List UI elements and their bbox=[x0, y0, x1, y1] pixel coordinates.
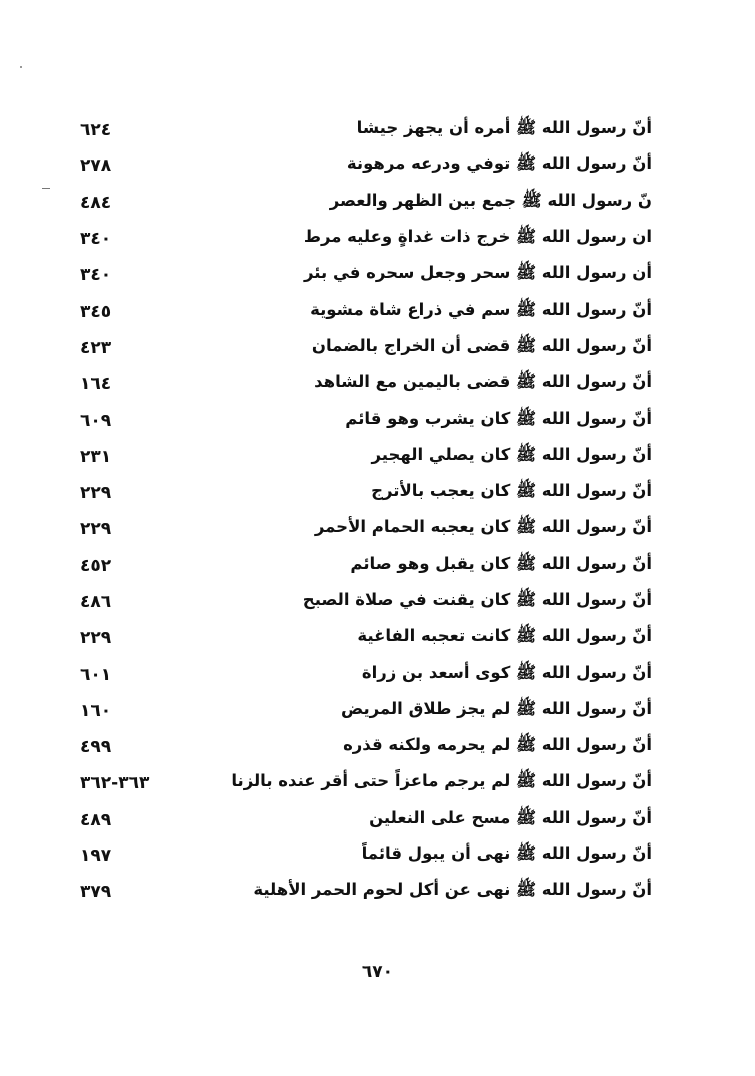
entry-page-ref: ٦٢٤ bbox=[80, 120, 112, 141]
entry-page-ref: ٤٢٣ bbox=[80, 337, 112, 358]
entry-page-ref: ٢٣١ bbox=[80, 446, 112, 467]
index-entry bbox=[80, 584, 652, 620]
index-entry bbox=[80, 293, 652, 329]
index-entry bbox=[80, 185, 652, 221]
scan-speck bbox=[20, 66, 22, 68]
index-entry bbox=[80, 802, 652, 838]
entry-page-ref: ٢٢٩ bbox=[80, 483, 112, 504]
entry-page-ref: ٣٧٩ bbox=[80, 882, 112, 903]
index-entry bbox=[80, 620, 652, 656]
entry-hadith-text: أنّ رسول الله ﷺ لم يرجم ماعزاً حتى أقر عنده بالزنا bbox=[231, 771, 652, 791]
entry-hadith-text: أنّ رسول الله ﷺ كان يعجبه الحمام الأحمر bbox=[314, 517, 652, 537]
hadith-index-list bbox=[80, 112, 652, 911]
entry-page-ref: ٢٢٩ bbox=[80, 628, 112, 649]
index-entry bbox=[80, 656, 652, 692]
entry-hadith-text: أن رسول الله ﷺ سحر وجعل سحره في بئر bbox=[304, 263, 652, 283]
index-entry bbox=[80, 838, 652, 874]
index-entry bbox=[80, 511, 652, 547]
index-entry bbox=[80, 112, 652, 148]
entry-hadith-text: أنّ رسول الله ﷺ قضى باليمين مع الشاهد bbox=[314, 372, 652, 392]
index-entry bbox=[80, 366, 652, 402]
entry-hadith-text: أنّ رسول الله ﷺ كان يعجب بالأترج bbox=[371, 481, 652, 501]
entry-hadith-text: أنّ رسول الله ﷺ كان يقبل وهو صائم bbox=[350, 553, 652, 573]
entry-hadith-text: أنّ رسول الله ﷺ كوى أسعد بن زراة bbox=[361, 662, 652, 682]
index-entry bbox=[80, 148, 652, 184]
index-entry bbox=[80, 402, 652, 438]
entry-page-ref: ٤٩٩ bbox=[80, 737, 112, 758]
entry-page-ref: ١٦٠ bbox=[80, 700, 112, 721]
entry-hadith-text: أنّ رسول الله ﷺ كانت تعجبه الفاغية bbox=[357, 626, 652, 646]
index-entry bbox=[80, 765, 652, 801]
entry-hadith-text: أنّ رسول الله ﷺ أمره أن يجهز جيشا bbox=[356, 118, 652, 138]
entry-hadith-text: أنّ رسول الله ﷺ مسح على النعلين bbox=[369, 807, 652, 827]
scan-mark bbox=[42, 188, 50, 189]
entry-hadith-text: أنّ رسول الله ﷺ كان يقنت في صلاة الصبح bbox=[302, 590, 652, 609]
entry-page-ref: ٤٨٤ bbox=[80, 192, 112, 213]
entry-page-ref: ٢٧٨ bbox=[80, 156, 112, 177]
entry-page-ref: ٦٠١ bbox=[80, 664, 112, 685]
index-entry bbox=[80, 439, 652, 475]
entry-hadith-text: أنّ رسول الله ﷺ نهى عن أكل لحوم الحمر الأهلية bbox=[253, 880, 652, 900]
entry-hadith-text: أنّ رسول الله ﷺ نهى أن يبول قائماً bbox=[361, 844, 652, 864]
page-number: ٦٧٠ bbox=[361, 962, 394, 982]
index-entry bbox=[80, 548, 652, 584]
entry-page-ref: ٣٤٠ bbox=[80, 229, 112, 250]
index-entry bbox=[80, 330, 652, 366]
entry-page-ref: ٤٥٢ bbox=[80, 555, 112, 576]
index-entry bbox=[80, 221, 652, 257]
entry-page-ref: ١٦٤ bbox=[80, 374, 112, 395]
index-entry bbox=[80, 693, 652, 729]
entry-page-ref: ٦٠٩ bbox=[80, 410, 112, 431]
entry-hadith-text: أنّ رسول الله ﷺ قضى أن الخراج بالضمان bbox=[311, 335, 652, 355]
entry-page-ref: ٤٨٦ bbox=[80, 592, 112, 612]
entry-hadith-text: أنّ رسول الله ﷺ توفي ودرعه مرهونة bbox=[346, 154, 652, 174]
entry-page-ref: ٢٢٩ bbox=[80, 519, 112, 540]
index-entry bbox=[80, 257, 652, 293]
entry-hadith-text: ان رسول الله ﷺ خرج ذات غداةٍ وعليه مرط bbox=[303, 227, 652, 247]
entry-hadith-text: أنّ رسول الله ﷺ كان يصلي الهجير bbox=[371, 444, 652, 464]
index-entry bbox=[80, 475, 652, 511]
entry-page-ref: ٣٤٥ bbox=[80, 301, 112, 322]
entry-hadith-text: أنّ رسول الله ﷺ سم في ذراع شاة مشوية bbox=[310, 299, 652, 319]
index-entry bbox=[80, 729, 652, 765]
entry-hadith-text: أنّ رسول الله ﷺ لم يجز طلاق المريض bbox=[340, 698, 652, 718]
entry-hadith-text: أنّ رسول الله ﷺ لم يحرمه ولكنه قذره bbox=[343, 735, 652, 755]
entry-page-ref: ١٩٧ bbox=[80, 846, 112, 867]
index-entry bbox=[80, 874, 652, 910]
entry-hadith-text: أنّ رسول الله ﷺ كان يشرب وهو قائم bbox=[345, 408, 652, 428]
entry-page-ref: ٣٦٣-٣٦٢ bbox=[80, 773, 150, 794]
entry-page-ref: ٤٨٩ bbox=[80, 809, 112, 830]
entry-page-ref: ٣٤٠ bbox=[80, 265, 112, 286]
entry-hadith-text: نّ رسول الله ﷺ جمع بين الظهر والعصر bbox=[329, 190, 652, 210]
